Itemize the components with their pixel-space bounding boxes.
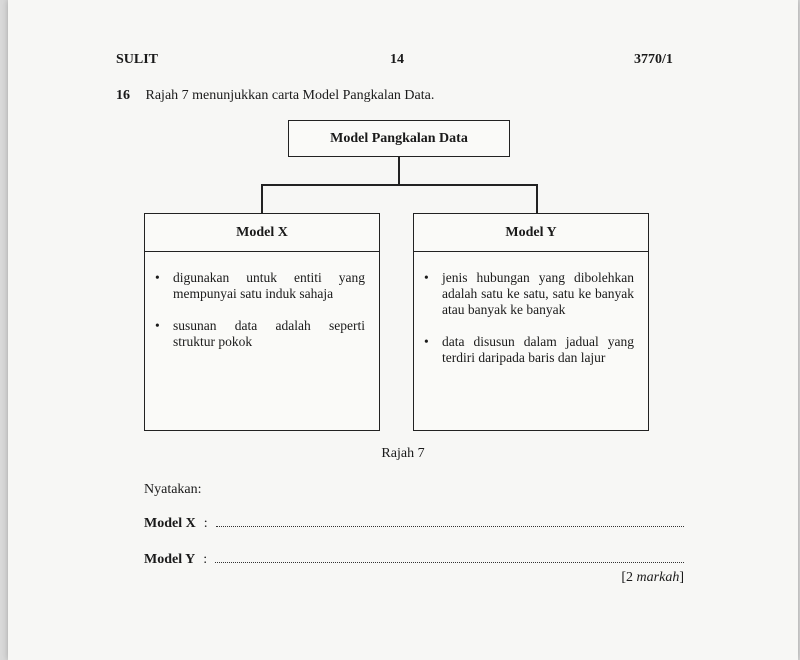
exam-page: [8, 0, 798, 660]
list-item: • digunakan untuk entiti yang mempunyai satu induk sahaja: [155, 270, 365, 301]
question-text: Rajah 7 menunjukkan carta Model Pangkalan Data.: [145, 88, 435, 103]
prompt-text: Nyatakan:: [144, 482, 202, 497]
answer-label: Model Y: [144, 552, 196, 567]
question-16: [116, 88, 434, 104]
model-y-title: Model Y: [414, 214, 648, 252]
root-title: Model Pangkalan Data: [330, 130, 468, 146]
connector-horizontal: [261, 184, 537, 186]
answer-line-model-x[interactable]: Model X :: [144, 514, 684, 532]
answer-blank[interactable]: [215, 550, 684, 563]
list-item: • jenis hubungan yang dibolehkan adalah satu ke satu, satu ke banyak atau banyak ke banyak: [424, 270, 634, 317]
connector-left: [261, 184, 263, 214]
model-x-box: [144, 213, 380, 431]
model-x-points: [145, 252, 379, 350]
answer-line-model-y[interactable]: Model Y :: [144, 550, 684, 568]
model-y-box: [413, 213, 649, 431]
list-item: • susunan data adalah seperti struktur pokok: [155, 318, 365, 349]
question-number: 16: [116, 88, 130, 103]
connector-vertical-root: [398, 157, 400, 185]
header-page-number: 14: [390, 52, 404, 67]
figure-caption: Rajah 7: [381, 446, 425, 461]
root-box: [288, 120, 510, 157]
model-x-title: Model X: [145, 214, 379, 252]
marks-label: [2 markah]: [621, 570, 684, 585]
answer-label: Model X: [144, 516, 196, 531]
answer-blank[interactable]: [216, 514, 684, 527]
connector-right: [536, 184, 538, 214]
model-y-points: [414, 252, 648, 366]
header-sulit: SULIT: [116, 52, 159, 67]
list-item: • data disusun dalam jadual yang terdiri daripada baris dan lajur: [424, 334, 634, 365]
header-paper-code: 3770/1: [634, 52, 673, 67]
